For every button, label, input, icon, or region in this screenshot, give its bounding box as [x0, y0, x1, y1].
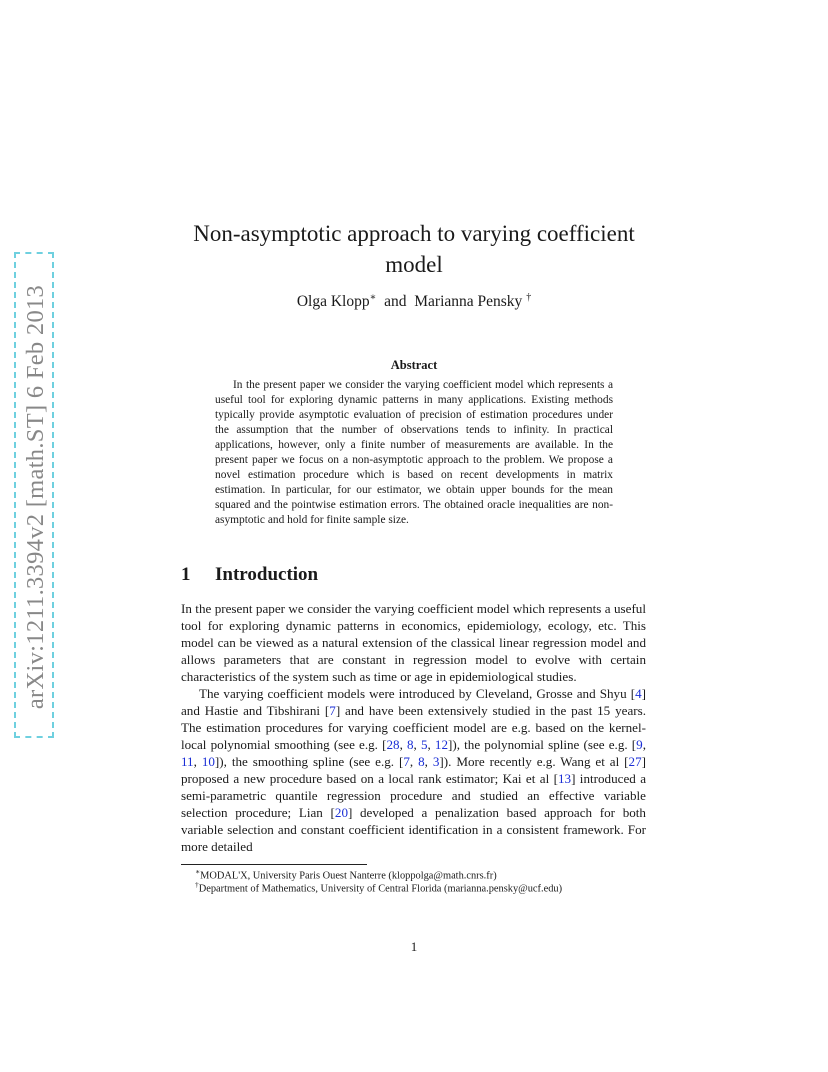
paragraph-text: ,	[413, 737, 421, 752]
section-heading	[181, 564, 318, 586]
author-separator: and	[376, 293, 415, 311]
citation-link[interactable]: 20	[334, 805, 348, 820]
citation-link[interactable]: 9	[636, 737, 643, 752]
paragraph-2	[181, 685, 646, 855]
citation-link[interactable]: 7	[329, 703, 336, 718]
citation-link[interactable]: 8	[406, 737, 414, 752]
author-1-mark: ∗	[369, 292, 377, 303]
footnote-1-text: MODAL'X, University Paris Ouest Nanterre (kloppolga@math.cnrs.fr)	[200, 870, 497, 882]
introduction-body	[181, 600, 646, 855]
paper-title-line-2: model	[385, 252, 443, 277]
paragraph-text: ,	[193, 754, 202, 769]
paragraph-text: ,	[424, 754, 433, 769]
citation-link[interactable]: 10	[201, 754, 215, 769]
paragraph-text: ]), the smoothing spline (see e.g. [	[214, 754, 404, 769]
paragraph-text: ,	[399, 737, 407, 752]
citation-link[interactable]: 5	[420, 737, 428, 752]
footnote-2-text: Department of Mathematics, University of Central Florida (marianna.pensky@ucf.edu)	[198, 883, 563, 895]
page-number: 1	[410, 939, 418, 954]
citation-link[interactable]: 13	[557, 771, 572, 786]
abstract-heading: Abstract	[390, 358, 438, 372]
citation-link[interactable]: 8	[418, 754, 425, 769]
citation-link[interactable]: 12	[434, 737, 449, 752]
footnote-2-mark: †	[195, 880, 199, 889]
paragraph-text: ,	[409, 754, 419, 769]
citation-link[interactable]: 4	[635, 686, 642, 701]
citation-link[interactable]: 3	[432, 754, 440, 769]
paragraph-text: ] introduced a semi-parametric quantile regression procedure and studied an effective variable selection procedure; Lian [	[181, 771, 647, 820]
paragraph-text: The varying coefficient models were introduced by Cleveland, Grosse and Shyu [	[199, 686, 636, 701]
footnote-1-mark: ∗	[195, 867, 201, 876]
author-1: Olga Klopp	[296, 293, 370, 311]
author-2-mark: †	[526, 292, 532, 303]
citation-link[interactable]: 7	[403, 754, 410, 769]
footnote-rule	[181, 864, 367, 865]
paragraph-text: ,	[642, 737, 646, 752]
paragraph-1: In the present paper we consider the varying coefficient model which represents a useful tool for exploring dynamic patterns in economics, epidemiology, ecology, etc. This model can be viewed as a natural extension of the classical linear regression model and allows parameters that are constant in regression model to evolve with certain characteristics of the system such as time or age in epidemiological studies.	[181, 601, 646, 684]
footnote-2	[195, 880, 665, 894]
arxiv-stamp-text: arXiv:1211.3394v2 [math.ST] 6 Feb 2013	[22, 284, 49, 710]
author-2: Marianna Pensky	[414, 293, 523, 311]
paragraph-text: ] and Hastie and Tibshirani [	[181, 686, 646, 718]
citation-link[interactable]: 27	[628, 754, 642, 769]
paragraph-text: ] and have been extensively studied in the past 15 years. The estimation procedures for varying coefficient model are e.g. based on the kernel-local polynomial smoothing (see e.g. [	[181, 703, 647, 752]
paragraph-text: ] developed a penalization based approach for both variable selection and constant coefficient identification in a consistent framework. For more detailed	[181, 805, 646, 854]
authors	[150, 292, 678, 311]
paper-title-line-1: Non-asymptotic approach to varying coefficient	[193, 221, 635, 246]
arxiv-stamp	[14, 252, 54, 738]
paragraph-text: ]), the polynomial spline (see e.g. [	[448, 737, 637, 752]
section-title: Introduction	[215, 564, 319, 585]
abstract-text: In the present paper we consider the varying coefficient model which represents a useful tool for exploring dynamic patterns in many applications. Existing methods typically provide asymptotic evaluation of precision of estimation procedures under the assumption that the number of observations tends to infinity. In practical applications, however, only a finite number of measurements are available. In the present paper we focus on a non-asymptotic approach to the problem. We propose a novel estimation procedure which is based on recent developments in matrix estimation. In particular, for our estimator, we obtain upper bounds for the mean squared and the pointwise estimation errors. The obtained oracle inequalities are non-asymptotic and hold for finite sample size.	[215, 379, 613, 527]
paragraph-text: ] proposed a new procedure based on a local rank estimator; Kai et al [	[181, 754, 647, 786]
section-number: 1	[181, 564, 191, 585]
citation-link[interactable]: 11	[181, 754, 194, 769]
paragraph-text: ]). More recently e.g. Wang et al [	[439, 754, 629, 769]
citation-link[interactable]: 28	[386, 737, 400, 752]
paragraph-text: ,	[427, 737, 435, 752]
